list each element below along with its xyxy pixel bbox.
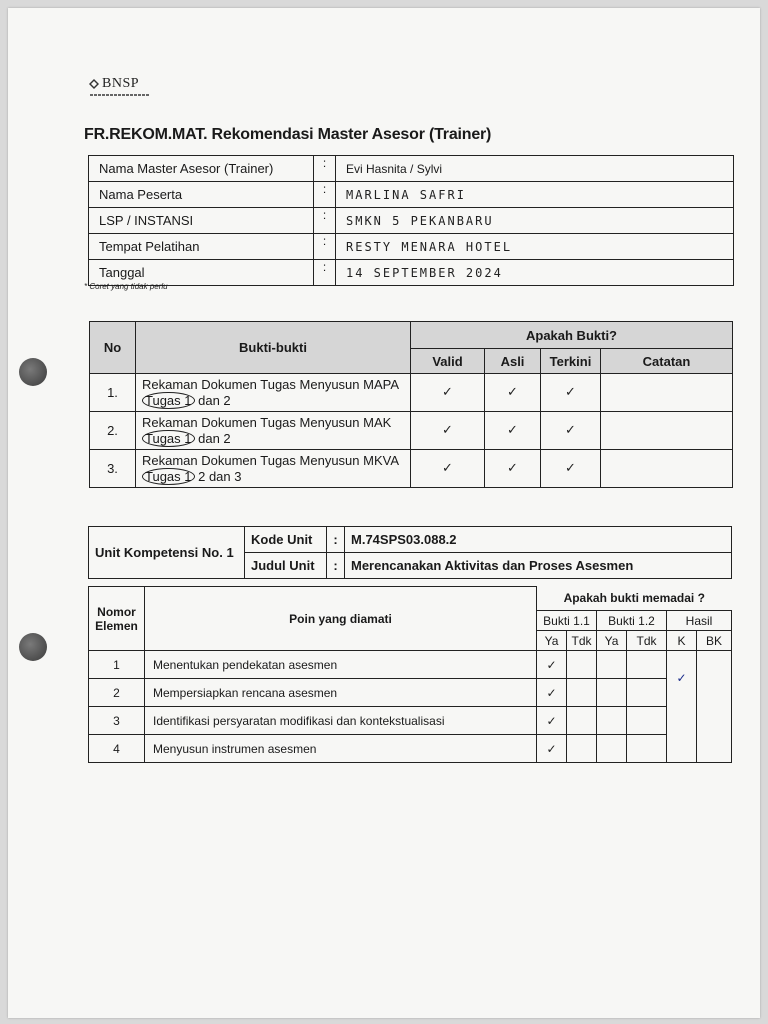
col-header-ya: Ya [597,631,627,651]
col-header-bk: BK [697,631,732,651]
info-value-tanggal: 14 SEPTEMBER 2024 [336,260,734,286]
check-terkini: ✓ [541,412,601,450]
bukti-tugas [142,469,404,485]
table-row [89,651,732,679]
info-label: Nama Peserta [89,182,314,208]
table-row [90,412,733,450]
tdk-1-1 [567,679,597,707]
info-label: Tempat Pelatihan [89,234,314,260]
row-number: 1. [90,374,136,412]
tdk-1-1 [567,735,597,763]
info-colon: : [314,260,336,286]
elemen-number: 2 [89,679,145,707]
elemen-number: 4 [89,735,145,763]
tdk-1-2 [627,679,667,707]
check-terkini: ✓ [541,374,601,412]
tugas-circled: Tugas 1 [142,392,195,409]
check-ya-1-1: ✓ [537,651,567,679]
bukti-desc [136,374,411,412]
info-row [89,182,734,208]
col-header-nomor: Nomor Elemen [89,587,145,651]
table-row [89,679,732,707]
bukti-tugas [142,393,404,409]
col-header-apakah: Apakah Bukti? [411,322,733,349]
ya-1-2 [597,679,627,707]
tugas-circled: Tugas 1 [142,430,195,447]
elemen-number: 1 [89,651,145,679]
bukti-title: Rekaman Dokumen Tugas Menyusun MAPA [142,376,399,392]
info-label: Nama Master Asesor (Trainer) [89,156,314,182]
info-row [89,208,734,234]
bukti-title: Rekaman Dokumen Tugas Menyusun MAK [142,414,392,430]
col-header-tdk: Tdk [567,631,597,651]
table-row [89,707,732,735]
col-header-bukti-1-1: Bukti 1.1 [537,611,597,631]
tdk-1-2 [627,707,667,735]
check-ya-1-1: ✓ [537,707,567,735]
info-row [89,260,734,286]
hasil-k-check: ✓ [667,651,697,763]
logo-text: BNSP [102,76,140,91]
tugas-circled: Tugas 1 [142,468,195,485]
punch-hole-top [19,358,47,386]
info-colon: : [314,208,336,234]
catatan-cell [601,450,733,488]
check-valid: ✓ [411,412,485,450]
info-colon: : [314,156,336,182]
col-header-no: No [90,322,136,374]
footnote: * Coret yang tidak perlu [84,282,168,291]
kode-colon: : [327,527,345,553]
check-valid: ✓ [411,450,485,488]
col-header-bukti-1-2: Bukti 1.2 [597,611,667,631]
page-title: FR.REKOM.MAT. Rekomendasi Master Asesor (Trainer) [84,126,492,143]
check-asli: ✓ [485,450,541,488]
bukti-tugas [142,431,404,447]
bukti-desc [136,412,411,450]
check-ya-1-1: ✓ [537,735,567,763]
col-header-hasil: Hasil [667,611,732,631]
info-label: Tanggal [89,260,314,286]
col-header-valid: Valid [411,349,485,374]
ya-1-2 [597,651,627,679]
judul-unit-value: Merencanakan Aktivitas dan Proses Asesmen [345,553,732,579]
col-header-catatan: Catatan [601,349,733,374]
ya-1-2 [597,735,627,763]
info-value-asesor: Evi Hasnita / Sylvi [336,156,734,182]
poin-text: Menyusun instrumen asesmen [145,735,537,763]
col-header-ya: Ya [537,631,567,651]
catatan-cell [601,374,733,412]
table-row [90,374,733,412]
unit-table [88,526,732,579]
punch-hole-bottom [19,633,47,661]
info-value-peserta: MARLINA SAFRI [336,182,734,208]
col-header-apakah-memadai: Apakah bukti memadai ? [537,587,732,611]
info-table [88,155,734,286]
info-colon: : [314,182,336,208]
catatan-cell [601,412,733,450]
col-header-terkini: Terkini [541,349,601,374]
bukti-desc [136,450,411,488]
col-header-bukti: Bukti-bukti [136,322,411,374]
row-number: 2. [90,412,136,450]
check-ya-1-1: ✓ [537,679,567,707]
ya-1-2 [597,707,627,735]
judul-unit-label: Judul Unit [245,553,327,579]
info-value-tempat: RESTY MENARA HOTEL [336,234,734,260]
elemen-number: 3 [89,707,145,735]
tugas-rest: 2 dan 3 [194,468,242,484]
info-row [89,156,734,182]
check-asli: ✓ [485,374,541,412]
kode-unit-value: M.74SPS03.088.2 [345,527,732,553]
check-asli: ✓ [485,412,541,450]
info-colon: : [314,234,336,260]
col-header-tdk: Tdk [627,631,667,651]
unit-kompetensi-label: Unit Kompetensi No. 1 [89,527,245,579]
table-row [90,450,733,488]
judul-colon: : [327,553,345,579]
table-row [89,735,732,763]
tdk-1-2 [627,735,667,763]
bnsp-logo [88,76,139,92]
info-value-instansi: SMKN 5 PEKANBARU [336,208,734,234]
info-label: LSP / INSTANSI [89,208,314,234]
col-header-poin: Poin yang diamati [145,587,537,651]
tdk-1-2 [627,651,667,679]
check-valid: ✓ [411,374,485,412]
col-header-k: K [667,631,697,651]
bukti-table [89,321,733,488]
tdk-1-1 [567,651,597,679]
logo-subtext-mark [90,94,150,96]
bukti-title: Rekaman Dokumen Tugas Menyusun MKVA [142,452,399,468]
bnsp-emblem-icon [88,78,100,90]
kode-unit-label: Kode Unit [245,527,327,553]
check-terkini: ✓ [541,450,601,488]
col-header-asli: Asli [485,349,541,374]
info-row [89,234,734,260]
poin-text: Menentukan pendekatan asesmen [145,651,537,679]
tugas-rest: dan 2 [194,430,231,446]
tugas-rest: dan 2 [194,392,231,408]
poin-text: Identifikasi persyaratan modifikasi dan kontekstualisasi [145,707,537,735]
row-number: 3. [90,450,136,488]
elemen-table [88,586,732,763]
tdk-1-1 [567,707,597,735]
hasil-bk [697,651,732,763]
poin-text: Mempersiapkan rencana asesmen [145,679,537,707]
